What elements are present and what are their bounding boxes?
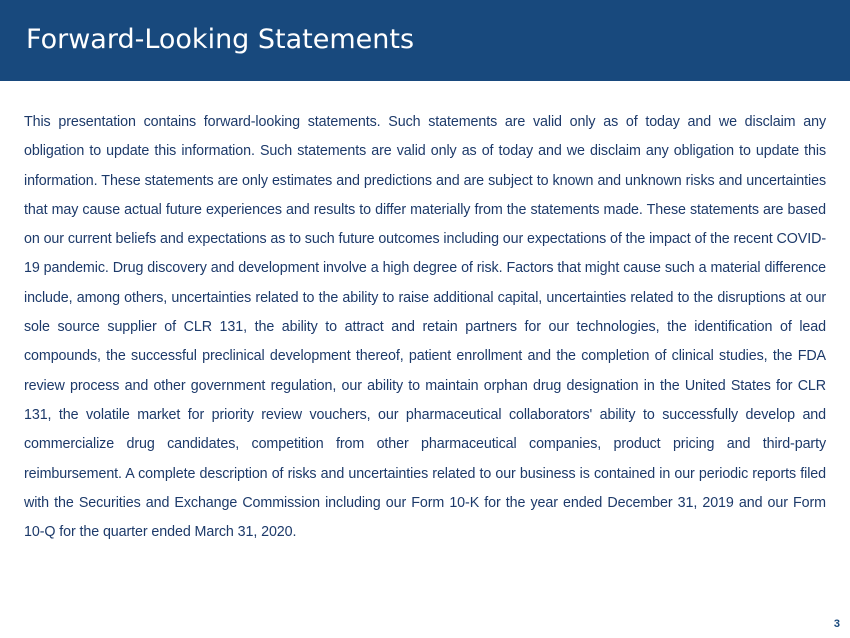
slide-title: Forward-Looking Statements [26,24,415,55]
disclaimer-paragraph: This presentation contains forward-looking statements. Such statements are valid only as of today and we disclaim any obligation to update this information. Such statements are valid only as of today and we disclaim any obligation to update this information. These statements are only estimates and predictions and are subject to known and unknown risks and uncertainties that may cause actual future experiences and results to differ materially from the statements made. These statements are based on our current beliefs and expectations as to such future outcomes including our expectations of the impact of the recent COVID-19 pandemic. Drug discovery and development involve a high degree of risk. Factors that might cause such a material difference include, among others, uncertainties related to the ability to raise additional capital, uncertainties related to the disruptions at our sole source supplier of CLR 131, the ability to attract and retain partners for our technologies, the identification of lead compounds, the successful preclinical development thereof, patient enrollment and the completion of clinical studies, the FDA review process and other government regulation, our ability to maintain orphan drug designation in the United States for CLR 131, the volatile market for priority review vouchers, our pharmaceutical collaborators' ability to successfully develop and commercialize drug candidates, competition from other pharmaceutical companies, product pricing and third-party reimbursement. A complete description of risks and uncertainties related to our business is contained in our periodic reports filed with the Securities and Exchange Commission including our Form 10-K for the year ended December 31, 2019 and our Form 10-Q for the quarter ended March 31, 2020. [24,114,826,541]
title-bar [0,0,850,81]
page-number: 3 [833,618,840,630]
